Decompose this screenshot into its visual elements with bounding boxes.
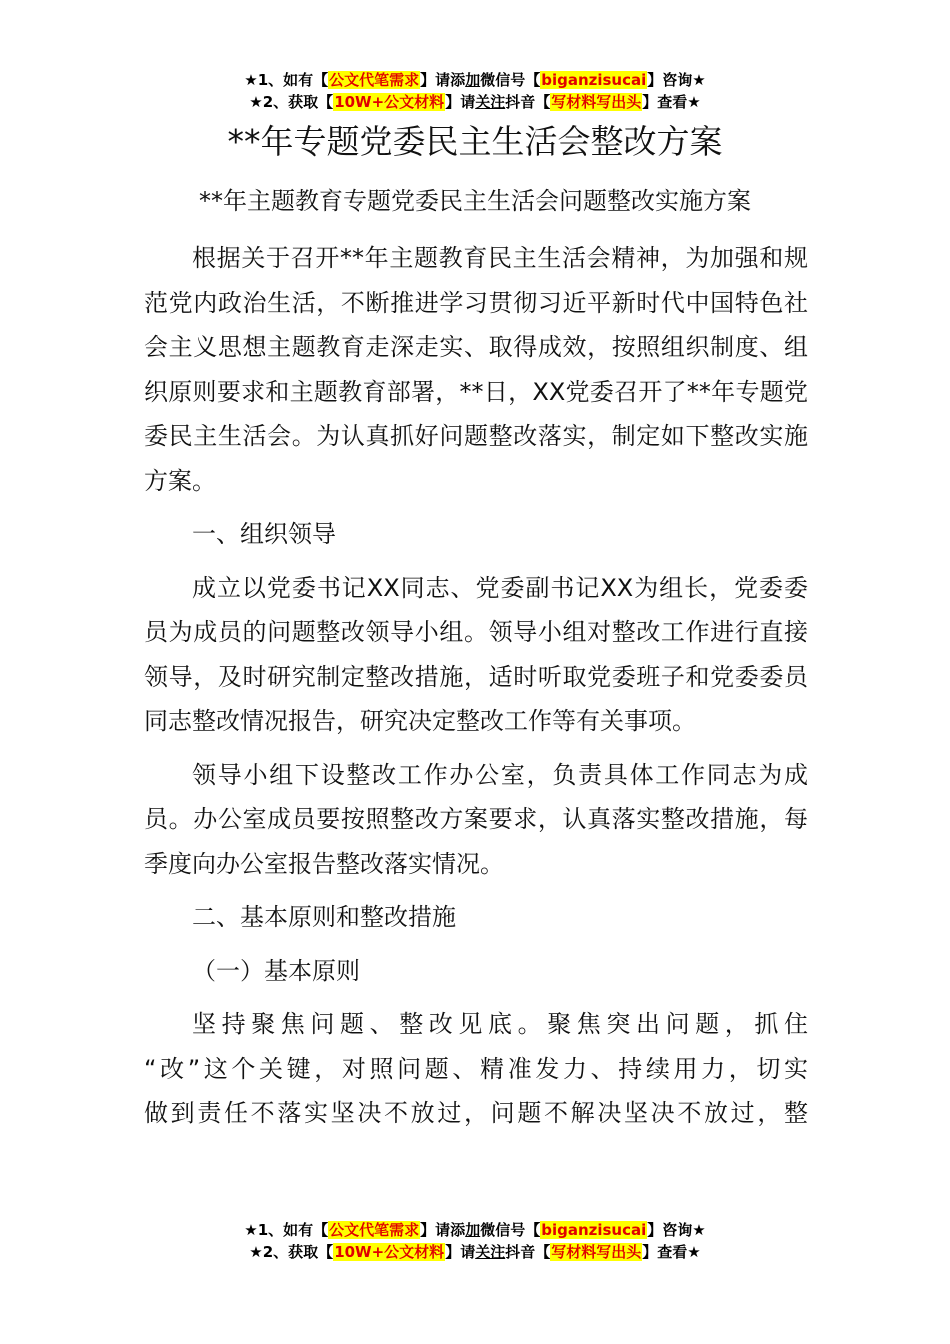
banner-text: 】请添 — [420, 1221, 466, 1239]
banner-text: ★2、获取【 — [249, 1243, 334, 1261]
banner-text: 】咨询★ — [647, 1221, 706, 1239]
banner-text: 】查看★ — [642, 93, 701, 111]
section-heading-1: 一、组织领导 — [192, 520, 336, 548]
banner-underlined: 加 — [465, 71, 481, 89]
banner-text: 微信号【 — [480, 71, 541, 89]
banner-line-2 — [0, 1241, 950, 1263]
paragraph-line: 坚持聚焦问题、整改见底。聚焦突出问题，抓住 — [192, 1010, 808, 1038]
paragraph-leading-group: 成立以党委书记XX同志、党委副书记XX为组长，党委委员为成员的问题整改领导小组。领导小组对整改工作进行直接领导，及时研究制定整改措施，适时听取党委班子和党委委员同志整改情况报告，研究决定整改工作等有关事项。 — [144, 573, 808, 735]
banner-line-2 — [0, 91, 950, 113]
banner-underlined: 加 — [465, 1221, 481, 1239]
banner-text: ★1、如有【 — [244, 71, 329, 89]
banner-text: 】咨询★ — [647, 71, 706, 89]
banner-highlight: 10W+公文材料 — [334, 93, 445, 111]
paragraph-line: “改”这个关键，对照问题、精准发力、持续用力，切实 — [144, 1054, 808, 1083]
banner-underlined: 关注 — [475, 1243, 506, 1261]
section-heading-2: 二、基本原则和整改措施 — [192, 903, 456, 931]
banner-highlight: 10W+公文材料 — [334, 1243, 445, 1261]
banner-highlight: 公文代笔需求 — [329, 71, 420, 89]
banner-highlight: 写材料写出头 — [551, 93, 642, 111]
top-banner — [0, 69, 950, 113]
banner-text: 】请添 — [420, 71, 466, 89]
banner-text: 】请 — [445, 93, 476, 111]
banner-text: 抖音【 — [505, 93, 551, 111]
banner-line-1 — [0, 69, 950, 91]
banner-text: ★2、获取【 — [249, 93, 334, 111]
doc-subtitle: **年主题教育专题党委民主生活会问题整改实施方案 — [199, 187, 751, 215]
doc-title: **年专题党委民主生活会整改方案 — [227, 122, 723, 161]
paragraph-intro: 根据关于召开**年主题教育民主生活会精神，为加强和规范党内政治生活，不断推进学习贯彻习近平新时代中国特色社会主义思想主题教育走深走实、取得成效，按照组织制度、组织原则要求和主题教育部署，**日，XX党委召开了**年专题党委民主生活会。为认真抓好问题整改落实，制定如下整改实施方案。 — [144, 244, 808, 495]
bottom-banner — [0, 1219, 950, 1263]
banner-highlight: 写材料写出头 — [551, 1243, 642, 1261]
banner-text: 】请 — [445, 1243, 476, 1261]
banner-text: ★1、如有【 — [244, 1221, 329, 1239]
banner-highlight: 公文代笔需求 — [329, 1221, 420, 1239]
paragraph-line: 做到责任不落实坚决不放过，问题不解决坚决不放过，整 — [144, 1099, 808, 1127]
banner-text: 】查看★ — [642, 1243, 701, 1261]
banner-highlight: biganzisucai — [541, 71, 647, 89]
banner-text: 抖音【 — [505, 1243, 551, 1261]
doc-body — [144, 236, 808, 1145]
banner-highlight: biganzisucai — [541, 1221, 647, 1239]
banner-text: 微信号【 — [480, 1221, 541, 1239]
banner-line-1 — [0, 1219, 950, 1241]
subsection-heading-1: （一）基本原则 — [192, 956, 360, 985]
paragraph-principle — [144, 1002, 808, 1136]
paragraph-office: 领导小组下设整改工作办公室，负责具体工作同志为成员。办公室成员要按照整改方案要求，认真落实整改措施，每季度向办公室报告整改落实情况。 — [144, 760, 808, 878]
banner-underlined: 关注 — [475, 93, 506, 111]
